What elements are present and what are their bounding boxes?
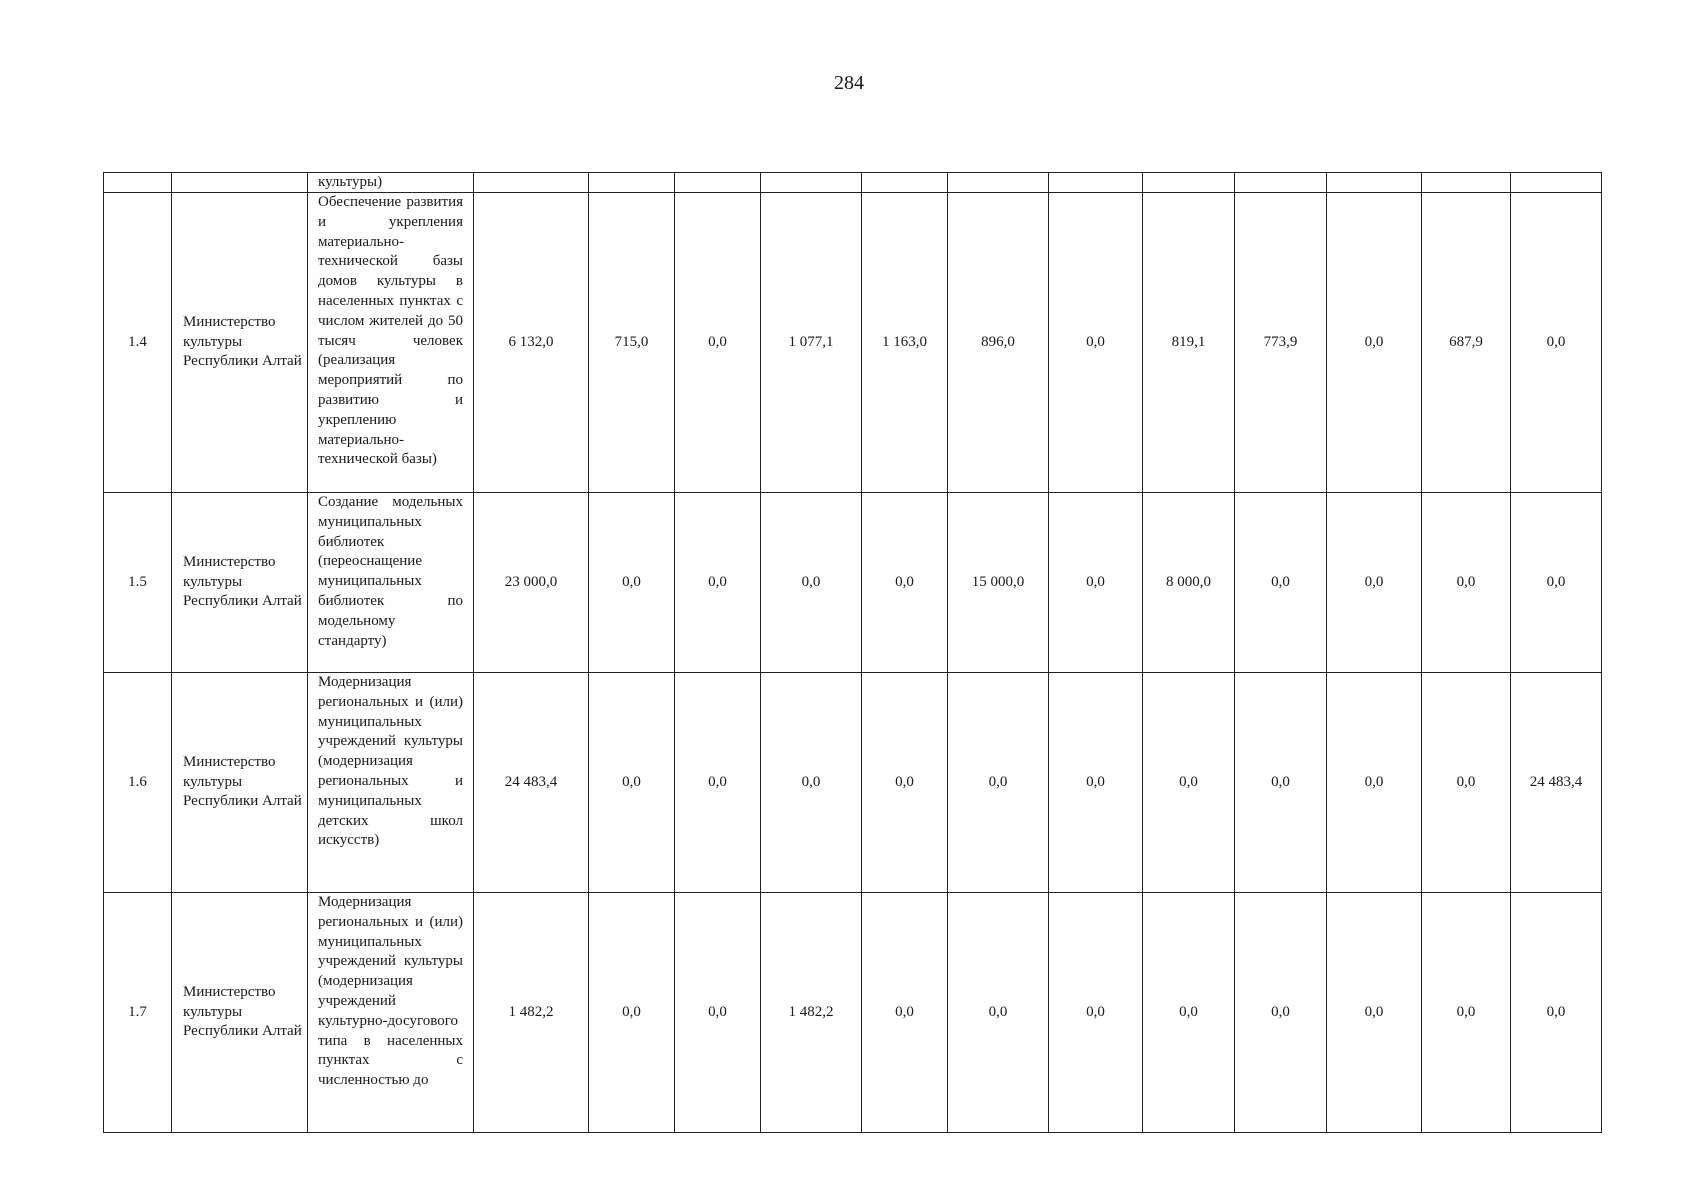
- value-cell: 0,0: [862, 893, 948, 1133]
- value-cell: 1 482,2: [761, 893, 862, 1133]
- budget-table: [103, 172, 1602, 1133]
- value-cell: 0,0: [675, 673, 761, 893]
- value-cell: 0,0: [675, 193, 761, 493]
- responsible-cell: Министерство культуры Республики Алтай: [172, 673, 308, 893]
- value-cell: 0,0: [862, 493, 948, 673]
- num-cell: 1.6: [104, 673, 172, 893]
- value-cell: 0,0: [761, 493, 862, 673]
- value-cell: 0,0: [1327, 493, 1422, 673]
- value-cell: 0,0: [761, 673, 862, 893]
- description-cell: Модернизация региональных и (или) муниципальных учреждений культуры (модернизация учреждений культурно-досугового типа в населенных пунктах с численностью до: [308, 893, 474, 1133]
- value-cell: 0,0: [675, 893, 761, 1133]
- value-cell: 0,0: [1049, 193, 1143, 493]
- value-cell: 0,0: [1235, 893, 1327, 1133]
- value-cell: 24 483,4: [1511, 673, 1602, 893]
- description-cell: Создание модельных муниципальных библиотек (переоснащение муниципальных библиотек по модельному стандарту): [308, 493, 474, 673]
- value-cell: 0,0: [589, 493, 675, 673]
- value-cell: 6 132,0: [474, 193, 589, 493]
- value-cell: 0,0: [1422, 673, 1511, 893]
- value-cell: 24 483,4: [474, 673, 589, 893]
- value-cell: [1235, 173, 1327, 193]
- value-cell: [1143, 173, 1235, 193]
- value-cell: [1327, 173, 1422, 193]
- responsible-cell: [172, 173, 308, 193]
- value-cell: 773,9: [1235, 193, 1327, 493]
- description-cell: Модернизация региональных и (или) муниципальных учреждений культуры (модернизация региональных и муниципальных детских школ искусств): [308, 673, 474, 893]
- value-cell: 0,0: [1235, 493, 1327, 673]
- value-cell: 0,0: [675, 493, 761, 673]
- value-cell: 0,0: [1511, 193, 1602, 493]
- value-cell: 0,0: [1049, 893, 1143, 1133]
- responsible-cell: Министерство культуры Республики Алтай: [172, 493, 308, 673]
- value-cell: 0,0: [948, 673, 1049, 893]
- value-cell: 0,0: [1511, 893, 1602, 1133]
- table-row: [104, 673, 1602, 893]
- num-cell: 1.4: [104, 193, 172, 493]
- value-cell: 896,0: [948, 193, 1049, 493]
- value-cell: 23 000,0: [474, 493, 589, 673]
- table-row: [104, 493, 1602, 673]
- value-cell: [862, 173, 948, 193]
- value-cell: [1422, 173, 1511, 193]
- value-cell: 0,0: [1422, 893, 1511, 1133]
- responsible-cell: Министерство культуры Республики Алтай: [172, 893, 308, 1133]
- value-cell: [589, 173, 675, 193]
- value-cell: [1049, 173, 1143, 193]
- value-cell: 1 077,1: [761, 193, 862, 493]
- description-cell: Обеспечение развития и укрепления материально-технической базы домов культуры в населенных пунктах с числом жителей до 50 тысяч человек (реализация мероприятий по развитию и укреплению материально-технической базы): [308, 193, 474, 493]
- value-cell: [948, 173, 1049, 193]
- value-cell: 15 000,0: [948, 493, 1049, 673]
- value-cell: 0,0: [1143, 893, 1235, 1133]
- value-cell: 8 000,0: [1143, 493, 1235, 673]
- value-cell: 0,0: [1327, 673, 1422, 893]
- num-cell: [104, 173, 172, 193]
- value-cell: 0,0: [862, 673, 948, 893]
- value-cell: 0,0: [1049, 493, 1143, 673]
- value-cell: 0,0: [1143, 673, 1235, 893]
- value-cell: 0,0: [1049, 673, 1143, 893]
- value-cell: 0,0: [589, 893, 675, 1133]
- value-cell: [761, 173, 862, 193]
- value-cell: [675, 173, 761, 193]
- value-cell: 687,9: [1422, 193, 1511, 493]
- responsible-cell: Министерство культуры Республики Алтай: [172, 193, 308, 493]
- value-cell: 0,0: [589, 673, 675, 893]
- value-cell: 0,0: [948, 893, 1049, 1133]
- value-cell: 0,0: [1511, 493, 1602, 673]
- value-cell: [1511, 173, 1602, 193]
- table-row: [104, 193, 1602, 493]
- value-cell: 715,0: [589, 193, 675, 493]
- num-cell: 1.7: [104, 893, 172, 1133]
- page-number: 284: [834, 72, 864, 94]
- table-row: [104, 893, 1602, 1133]
- value-cell: 1 163,0: [862, 193, 948, 493]
- value-cell: 0,0: [1422, 493, 1511, 673]
- value-cell: 0,0: [1235, 673, 1327, 893]
- table-row-continuation: [104, 173, 1602, 193]
- value-cell: 819,1: [1143, 193, 1235, 493]
- description-cell: культуры): [308, 173, 474, 193]
- value-cell: 0,0: [1327, 893, 1422, 1133]
- value-cell: [474, 173, 589, 193]
- value-cell: 1 482,2: [474, 893, 589, 1133]
- num-cell: 1.5: [104, 493, 172, 673]
- value-cell: 0,0: [1327, 193, 1422, 493]
